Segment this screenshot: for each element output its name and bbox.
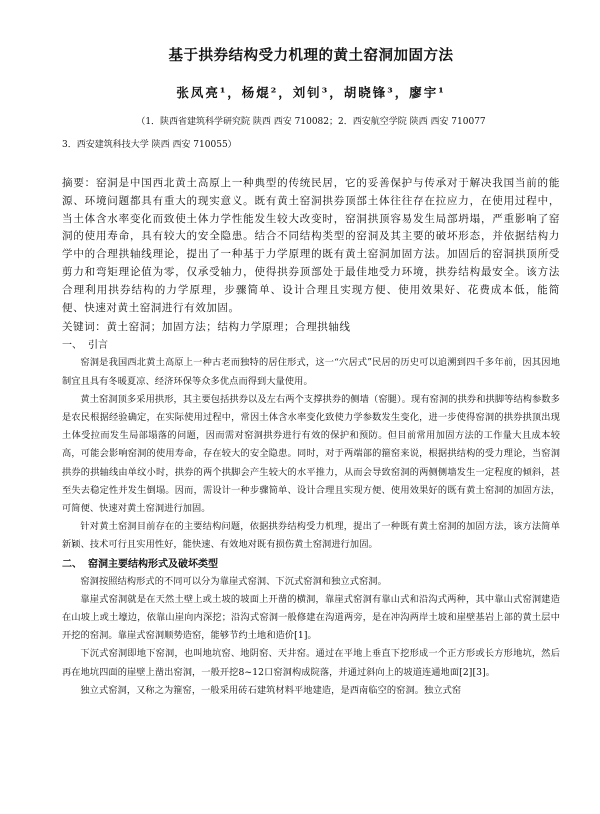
affiliation-line-2: 3．西安建筑科技大学 陕西 西安 710055） — [62, 140, 237, 150]
paragraph: 窑洞是我国西北黄土高原上一种古老而独特的居住形式，这一“穴居式”民居的历史可以追溯到四千多年前，因其因地制宜且具有冬暖夏凉、经济环保等众多优点而得到大量使用。 — [62, 357, 560, 387]
keywords — [62, 319, 560, 336]
paper-title: 基于拱券结构受力机理的黄土窑洞加固方法 — [168, 47, 454, 64]
section-title: 窑洞主要结构形式及破坏类型 — [88, 558, 218, 570]
section-heading-structure — [62, 557, 560, 573]
section-heading-intro — [62, 338, 560, 354]
author-list: 张凤亮¹，杨焜²，刘钊³，胡晓锋³，廖宇¹ — [176, 85, 446, 100]
section-title: 引言 — [88, 340, 108, 352]
keywords-label: 关键词： — [62, 321, 107, 334]
paragraph: 黄土窑洞顶多采用拱形，其主要包括拱券以及左右两个支撑拱券的侧墙（窑腿）。现有窑洞的拱券和拱脚等结构参数多是农民根据经验确定，在实际使用过程中，常因土体含水率变化致使力学参数发生变化，进一步使得窑洞的拱券拱顶出现土体受拉而发生局部塌落的问题，因而需对窑洞拱券进行有效的保护和预防。但目前常用加固方法的工作量大且成本较高，可能会影响窑洞的使用寿命，存在较大的安全隐患。同时，对于两端部的箍窑来说，根据拱结构的受力理论，当窑洞拱券的拱轴线由单纹小时，拱券的两个拱脚会产生较大的水平推力，从而会导致窑洞的两侧侧墙发生一定程度的倾斜，甚至失去稳定性并发生倒塌。因而，需设计一种步骤简单、设计合理且实现方便、使用效果好的既有黄土窑洞的加固方法，可简便、快速对黄土窑洞进行加固。 — [62, 393, 560, 514]
paragraph: 下沉式窑洞即地下窑洞，也叫地坑窑、地阴窑、天井窑。通过在平地上垂直下挖形成一个正方形或长方形地坑，然后再在地坑四面的崖壁上凿出窑洞，一般开挖8~12口窑洞构成院落，并通过斜向上的坡道连通地面[2][3]。 — [62, 648, 560, 678]
section-number: 一、 — [62, 340, 82, 352]
keywords-text: 黄土窑洞；加固方法；结构力学原理；合理拱轴线 — [106, 321, 351, 334]
abstract-label: 摘要： — [62, 177, 96, 189]
abstract-text: 窑洞是中国西北黄土高原上一种典型的传统民居，它的妥善保护与传承对于解决我国当前的能源、环境问题都具有重大的现实意义。既有黄土窑洞拱券顶部土体往往存在拉应力，在使用过程中，当土体含水率变化而致使土体力学性能发生较大改变时，窑洞拱顶容易发生局部坍塌，严重影响了窑洞的使用寿命，具有较大的安全隐患。结合不同结构类型的窑洞及其主要的破坏形态，并依据结构力学中的合理拱轴线理论，提出了一种基于力学原理的既有黄土窑洞加固方法。加固后的窑洞拱顶所受剪力和弯矩理论值为零，仅承受轴力，使得拱券顶部处于最佳地受力环境，拱券结构最安全。该方法合理利用拱券结构的力学原理，步骤简单、设计合理且实现方便、使用效果好、花费成本低，能简便、快速对黄土窑洞进行有效加固。 — [62, 177, 560, 314]
paragraph: 窑洞按照结构形式的不同可以分为靠崖式窑洞、下沉式窑洞和独立式窑洞。 — [80, 575, 387, 587]
abstract — [62, 175, 560, 317]
affiliation-line-1: （1．陕西省建筑科学研究院 陕西 西安 710082；2．西安航空学院 陕西 西安 710077 — [136, 117, 486, 127]
paper-page — [0, 44, 600, 814]
section-number: 二、 — [62, 558, 82, 570]
paragraph: 独立式窑洞，又称之为箍窑，一般采用砖石建筑材料平地建造，是西南临空的窑洞。独立式窑 — [80, 684, 462, 696]
paragraph: 靠崖式窑洞就是在天然土壁上或土坡的坡面上开凿的横洞，靠崖式窑洞有靠山式和沿沟式两种，其中靠山式窑洞建造在山坡上或土壕边，依靠山崖向内深挖；沿沟式窑洞一般修建在沟道两旁，是在冲沟两岸土坡和崖壁基岩上部的黄土层中开挖的窑洞。靠崖式窑洞顺势造窑，能够节约土地和造价[1]。 — [62, 593, 560, 642]
paragraph: 针对黄土窑洞目前存在的主要结构问题，依据拱券结构受力机理，提出了一种既有黄土窑洞的加固方法，该方法简单新颖、技术可行且实用性好，能快速、有效地对既有损伤黄土窑洞进行加固。 — [62, 521, 560, 551]
